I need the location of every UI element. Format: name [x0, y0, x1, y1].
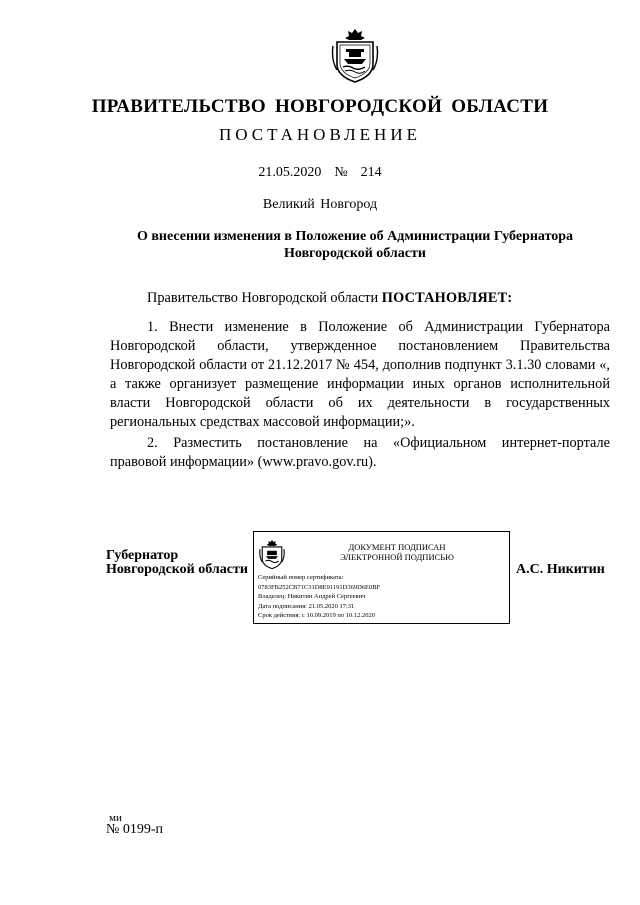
paragraph-2-text: 2. Разместить постановление на «Официальном интернет-портале правовой информации» (www.pravo.gov.ru).	[110, 435, 610, 470]
intro-line	[147, 290, 512, 307]
signing-date: Дата подписания: 21.05.2020 17:31	[258, 602, 355, 610]
coat-of-arms-icon	[331, 26, 379, 84]
decree-date-number	[0, 165, 640, 181]
coat-of-arms-icon	[259, 537, 285, 571]
serial-label: Серийный номер сертификата:	[258, 574, 344, 581]
stamp-title-line-2: ЭЛЕКТРОННОЙ ПОДПИСЬЮ	[340, 552, 454, 562]
intro-resolves: ПОСТАНОВЛЯЕТ:	[381, 290, 513, 306]
certificate-owner: Владелец: Никитин Андрей Сергеевич	[258, 593, 366, 601]
stamp-title-line-1: ДОКУМЕНТ ПОДПИСАН	[348, 542, 446, 552]
number-sign: №	[334, 165, 348, 180]
intro-text: Правительство Новгородской области	[147, 290, 382, 306]
signer-position	[106, 549, 248, 577]
paragraph-1-text: 1. Внести изменение в Положение об Администрации Губернатора Новгородской области, утвержденное постановлением Правительства Новгородской области от 21.12.2017 № 454, дополнив подпункт 3.1.30 словами «, а также организует размещение информации иных органов исполнительной власти Новгородской области об их деятельности в государственных региональных средствах массовой информации;».	[110, 319, 610, 430]
city: Великий Новгород	[262, 197, 378, 212]
executor-initials: ми	[109, 812, 122, 824]
signer-position-line-2: Новгородской области	[106, 562, 248, 577]
stamp-title	[292, 542, 502, 562]
signer-position-line-1: Губернатор	[106, 548, 179, 563]
paragraph-2	[110, 434, 610, 472]
document-type: ПОСТАНОВЛЕНИЕ	[218, 125, 421, 144]
decree-subject: О внесении изменения в Положение об Администрации Губернатора Новгородской области	[136, 229, 574, 261]
certificate-validity: Срок действия: с 10.09.2019 по 10.12.2020	[258, 612, 375, 620]
paragraph-1	[110, 318, 610, 432]
serial-value: 0783FB252CB71C31D8E91191D369D6E0BF	[258, 583, 381, 591]
decree-number: 214	[360, 165, 382, 180]
certificate-details	[258, 573, 380, 621]
government-name: ПРАВИТЕЛЬСТВО НОВГОРОДСКОЙ ОБЛАСТИ	[91, 96, 549, 117]
registration-number: № 0199-п	[106, 822, 164, 837]
decree-date: 21.05.2020	[258, 165, 322, 180]
electronic-signature-stamp	[253, 531, 510, 624]
signer-name: А.С. Никитин	[516, 562, 605, 577]
